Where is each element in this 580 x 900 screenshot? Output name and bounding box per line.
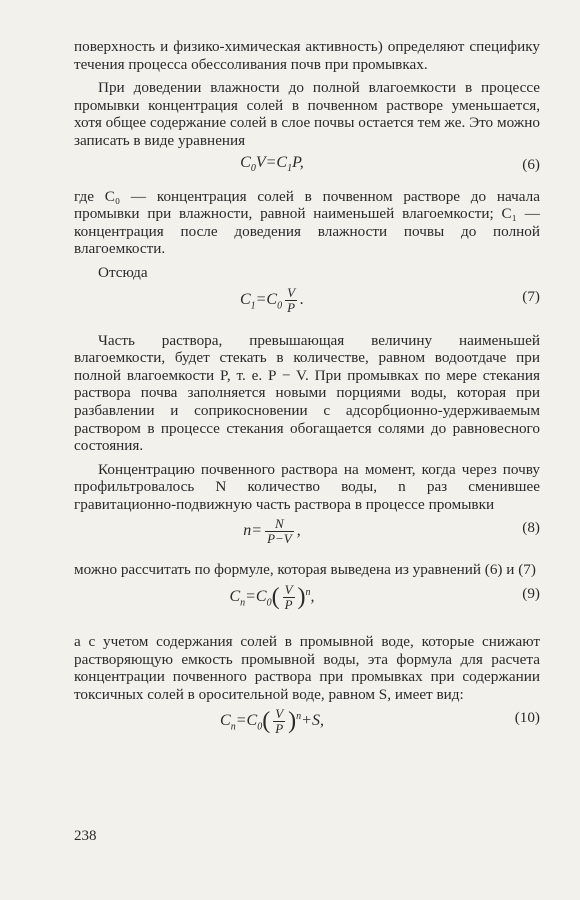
fraction-v-over-p: $\frac{V}{P}$ — [287, 284, 296, 315]
equation-8-number: (8) — [522, 519, 540, 537]
equation-8-body: n= $\frac{N}{P-V}$ , — [243, 516, 301, 547]
equation-7-body: $C_1=C_0$ $\frac{V}{P}$ . — [239, 284, 305, 315]
equation-6-body: $C_0V=C_1P$, — [240, 153, 304, 174]
equation-9-number: (9) — [522, 585, 540, 603]
equation-10-body: $C_n=C_0$( $\frac{V}{P}$ )$^n$+S, — [220, 706, 324, 737]
page-number: 238 — [74, 828, 97, 844]
fraction-v-over-p-9: $\frac{V}{P}$ — [284, 582, 293, 613]
equation-7-number: (7) — [522, 287, 540, 305]
paragraph-4: Отсюда — [98, 263, 148, 281]
equation-8 — [74, 517, 540, 557]
fraction-v-over-p-10: $\frac{V}{P}$ — [275, 706, 284, 737]
equation-6-number: (6) — [522, 155, 540, 173]
equation-6 — [74, 154, 540, 184]
equation-9-body: $C_n=C_0$( $\frac{V}{P}$ )$^n$, — [229, 582, 315, 613]
equation-9 — [74, 583, 540, 629]
paragraph-6: Концентрацию почвенного раствора на момент, когда через почву профильтровалось N количество воды, n раз сменившее гравитационно-подвижную часть раствора в процессе промывки — [74, 460, 540, 513]
equation-7 — [74, 286, 540, 326]
equation-10-number: (10) — [514, 709, 540, 727]
paragraph-7: можно рассчитать по формуле, которая выведена из уравнений (6) и (7) — [74, 561, 536, 579]
paragraph-8: а с учетом содержания солей в промывной воде, которые снижают растворяющую емкость промывной воды, эта формула для расчета концентрации почвенного раствора при промывках при содержании токсичных солей в оросительной воде, равном S, имеет вид: — [74, 633, 540, 703]
paragraph-5: Часть раствора, превышающая величину наименьшей влагоемкости, будет стекать в количестве, равном водоотдаче при полной влагоемкости P, т. е. P − V. При промывках по мере стекания раствора почва заполняется новыми порциями воды, которая при разбавлении и соприкосновении с адсорбционно-удерживаемым раствором в процессе стекания обогащается солями до равновесного состояния. — [74, 331, 540, 455]
paragraph-3: где C₀ — концентрация солей в почвенном растворе до начала промывки при влажности, равной наименьшей влагоемкости; C₁ — концентрация после доведения влажности почвы до полной влагоемкости. — [74, 187, 540, 258]
equation-10 — [74, 707, 540, 753]
paragraph-2: При доведении влажности до полной влагоемкости в процессе промывки концентрация солей в почвенном растворе уменьшается, хотя общее содержание солей в слое почвы остается тем же. Это можно записать в виде уравнения — [74, 79, 540, 149]
fraction-n-over-p-minus-v: $\frac{N}{P-V}$ — [267, 516, 292, 547]
paragraph-1: поверхность и физико-химическая активность) определяют специфику течения процесса обессоливания почв при промывках. — [74, 38, 540, 73]
